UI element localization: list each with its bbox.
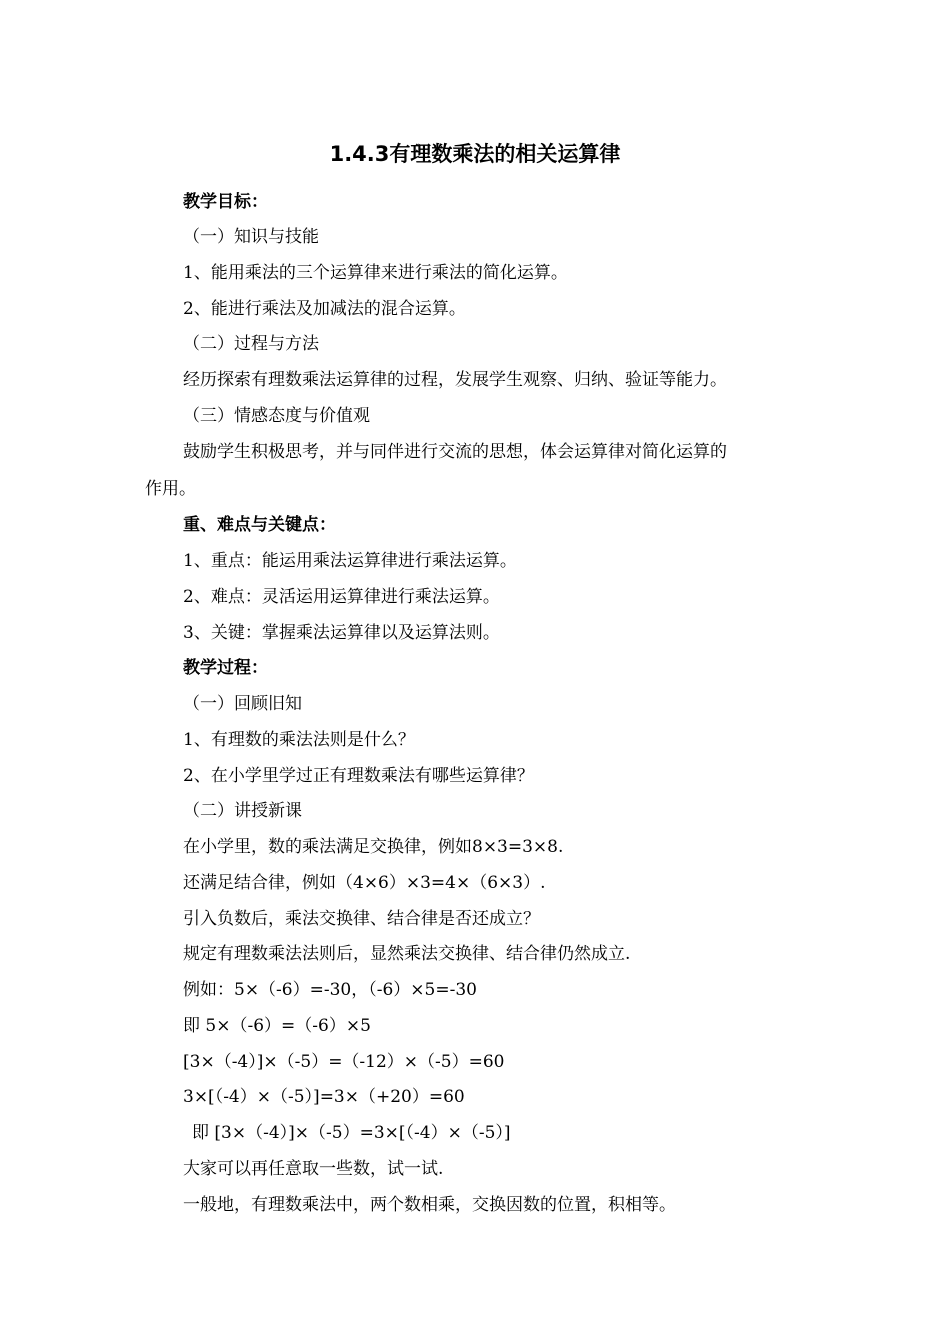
subsection-knowledge-skills: （一）知识与技能 xyxy=(183,227,319,247)
section-heading-objectives: 教学目标： xyxy=(183,192,268,212)
paragraph-line: 1、有理数的乘法法则是什么？ xyxy=(183,730,415,750)
paragraph-line: 鼓励学生积极思考，并与同伴进行交流的思想，体会运算律对简化运算的 xyxy=(183,442,727,462)
subsection-review: （一）回顾旧知 xyxy=(183,694,302,714)
paragraph-line: 2、难点：灵活运用运算律进行乘法运算。 xyxy=(183,587,500,607)
math-example-line: [3×（-4）]×（-5）=（-12）×（-5）=60 xyxy=(183,1052,505,1072)
math-example-line: 例如：5×（-6）=-30，（-6）×5=-30 xyxy=(183,980,477,1000)
paragraph-line: 大家可以再任意取一些数，试一试. xyxy=(183,1159,444,1179)
paragraph-line: 2、在小学里学过正有理数乘法有哪些运算律？ xyxy=(183,766,534,786)
math-example-line: 即 [3×（-4）]×（-5）=3×[（-4）×（-5）] xyxy=(192,1123,511,1143)
paragraph-line: 1、能用乘法的三个运算律来进行乘法的简化运算。 xyxy=(183,263,568,283)
paragraph-line: 一般地，有理数乘法中，两个数相乘，交换因数的位置，积相等。 xyxy=(183,1195,676,1215)
math-example-line: 3×[（-4）×（-5）]=3×（+20）=60 xyxy=(183,1087,465,1107)
subsection-new-lesson: （二）讲授新课 xyxy=(183,801,302,821)
paragraph-line: 3、关键：掌握乘法运算律以及运算法则。 xyxy=(183,623,500,643)
paragraph-line: 引入负数后，乘法交换律、结合律是否还成立？ xyxy=(183,909,540,929)
paragraph-line: 2、能进行乘法及加减法的混合运算。 xyxy=(183,299,466,319)
subsection-attitude-values: （三）情感态度与价值观 xyxy=(183,406,370,426)
paragraph-line: 1、重点：能运用乘法运算律进行乘法运算。 xyxy=(183,551,517,571)
subsection-process-method: （二）过程与方法 xyxy=(183,334,319,354)
section-heading-process: 教学过程： xyxy=(183,658,268,678)
document-title: 1.4.3有理数乘法的相关运算律 xyxy=(329,142,621,166)
paragraph-line: 经历探索有理数乘法运算律的过程，发展学生观察、归纳、验证等能力。 xyxy=(183,370,727,390)
paragraph-line-continued: 作用。 xyxy=(145,479,196,499)
section-heading-key-points: 重、难点与关键点： xyxy=(183,515,336,535)
paragraph-line: 在小学里，数的乘法满足交换律，例如8×3=3×8. xyxy=(183,837,564,857)
paragraph-line: 规定有理数乘法法则后，显然乘法交换律、结合律仍然成立. xyxy=(183,944,631,964)
paragraph-line: 还满足结合律，例如（4×6）×3=4×（6×3）. xyxy=(183,873,546,893)
math-example-line: 即 5×（-6）=（-6）×5 xyxy=(183,1016,371,1036)
